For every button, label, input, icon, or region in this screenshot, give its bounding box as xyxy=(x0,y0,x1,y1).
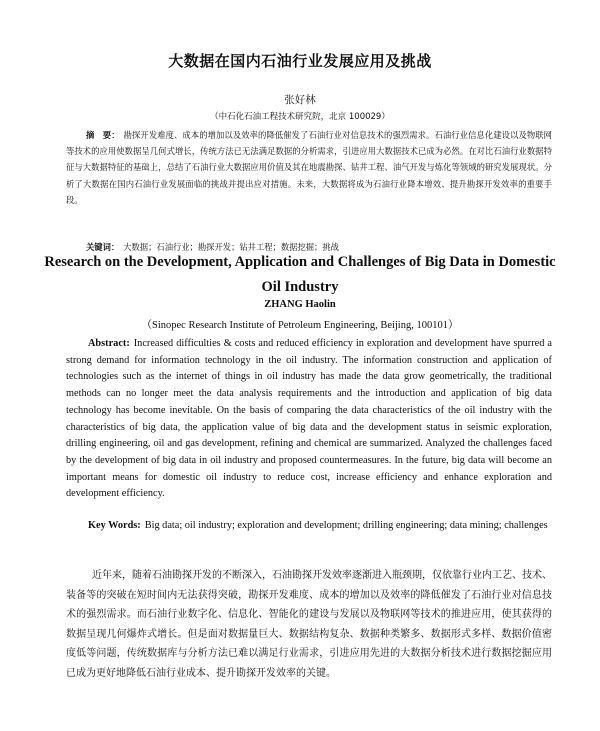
chinese-abstract-text: 勘探开发难度、成本的增加以及效率的降低催发了石油行业对信息技术的强烈需求。石油行业信息化建设以及物联网等技术的应用使数据呈几何式增长，传统方法已无法满足数据的分析需求，引进应用大数据技术已成为必然。在对比石油行业数据特征与大数据特征的基础上，总结了石油行业大数据应用价值及其在地震勘探、钻井工程、油气开发与炼化等领域的研究发展现状。分析了大数据在国内石油行业发展面临的挑战并提出应对措施。未来，大数据将成为石油行业降本增效、提升勘探开发效率的重要手段。 xyxy=(66,130,552,205)
english-author: ZHANG Haolin xyxy=(264,299,336,310)
chinese-affiliation: （中石化石油工程技术研究院，北京 100029） xyxy=(210,112,390,122)
english-abstract-label: Abstract: xyxy=(88,338,130,349)
chinese-abstract xyxy=(66,127,552,208)
chinese-title: 大数据在国内石油行业发展应用及挑战 xyxy=(168,52,432,70)
english-abstract xyxy=(66,336,552,503)
chinese-keywords-text: 大数据；石油行业；勘探开发；钻井工程；数据挖掘；挑战 xyxy=(123,242,339,252)
english-keywords xyxy=(66,518,552,535)
english-keywords-text: Big data; oil industry; exploration and development; drilling engineering; data mining; challenges xyxy=(144,520,548,531)
chinese-author: 张好林 xyxy=(284,94,316,106)
english-abstract-text: Increased difficulties & costs and reduced efficiency in exploration and development have spurred a strong demand for information technology in the oil industry. The information construction and application of technologies such as the internet of things in oil industry has made the data grow geometrically, the traditional methods can no longer meet the data analysis requirements and the introduction and application of big data technology has become inevitable. On the basis of comparing the data characteristics of the oil industry with the characteristics of big data, the application value of big data and the development status in seismic exploration, drilling engineering, oil and gas development, refining and chemical are summarized. Analyzed the challenges faced by the development of big data in oil industry and proposed countermeasures. In the future, big data will become an important means for domestic oil industry to reduce cost, increase efficiency and enhance exploration and development efficiency. xyxy=(66,338,552,500)
chinese-abstract-label: 摘 要： xyxy=(86,130,120,140)
english-affiliation: （Sinopec Research Institute of Petroleum Engineering, Beijing, 100101） xyxy=(141,320,459,331)
english-keywords-label: Key Words: xyxy=(88,520,141,531)
body-paragraph: 近年来，随着石油勘探开发的不断深入，石油勘探开发效率逐渐进入瓶颈期，仅依靠行业内工艺、技术、装备等的突破在短时间内无法获得突破，勘探开发难度、成本的增加以及效率的降低催发了石油行业对信息技术的强烈需求。而石油行业数字化、信息化、智能化的建设与发展以及物联网等技术的推进应用，使其获得的数据呈现几何爆炸式增长。但是面对数据量巨大、数据结构复杂、数据种类繁多、数据形式多样、数据价值密度低等问题，传统数据库与分析方法已难以满足行业需求，引进应用先进的大数据分析技术进行数据挖掘应用已成为更好地降低石油行业成本、提升勘探开发效率的关键。 xyxy=(66,570,552,679)
english-title: Research on the Development, Application and Challenges of Big Data in Domestic Oil Industry xyxy=(44,254,556,295)
chinese-keywords-label: 关键词： xyxy=(86,242,120,252)
